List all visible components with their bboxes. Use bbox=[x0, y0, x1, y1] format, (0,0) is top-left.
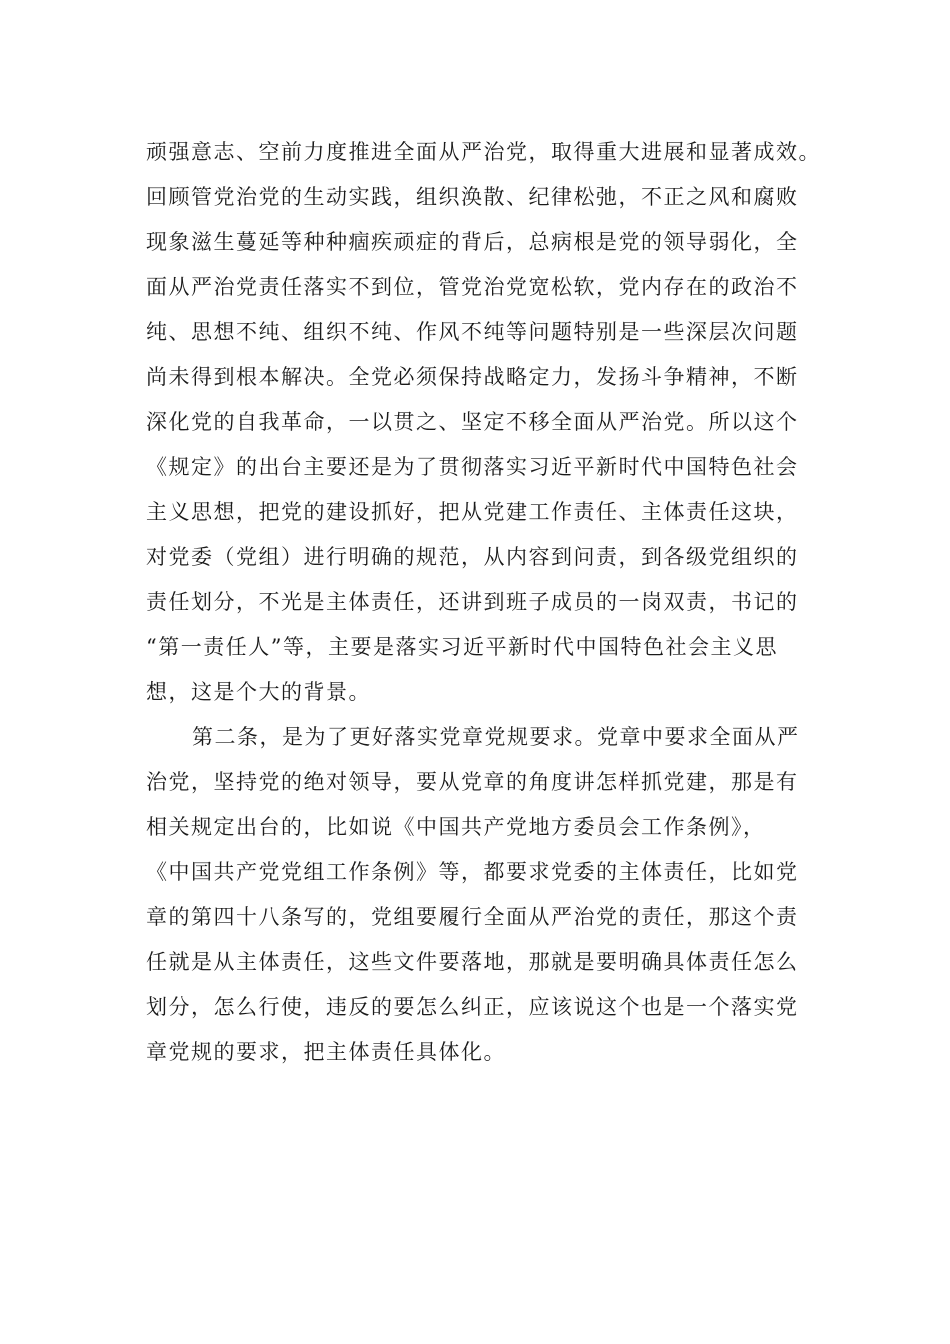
text-line: 责任划分，不光是主体责任，还讲到班子成员的一岗双责，书记的 bbox=[146, 590, 799, 614]
text-line: 《中国共产党党组工作条例》等，都要求党委的主体责任，比如党 bbox=[146, 860, 799, 884]
text-line: 想，这是个大的背景。 bbox=[146, 680, 371, 704]
text-line: 面从严治党责任落实不到位，管党治党宽松软，党内存在的政治不 bbox=[146, 275, 799, 299]
text-line: 现象滋生蔓延等种种痼疾顽症的背后，总病根是党的领导弱化，全 bbox=[146, 230, 799, 254]
text-line: 尚未得到根本解决。全党必须保持战略定力，发扬斗争精神，不断 bbox=[146, 365, 799, 389]
text-line: 治党，坚持党的绝对领导，要从党章的角度讲怎样抓党建，那是有 bbox=[146, 770, 799, 794]
text-line: 划分，怎么行使，违反的要怎么纠正，应该说这个也是一个落实党 bbox=[146, 995, 799, 1019]
text-line: 深化党的自我革命，一以贯之、坚定不移全面从严治党。所以这个 bbox=[146, 410, 799, 434]
text-line: 纯、思想不纯、组织不纯、作风不纯等问题特别是一些深层次问题 bbox=[146, 320, 799, 344]
text-line: 顽强意志、空前力度推进全面从严治党，取得重大进展和显著成效。 bbox=[146, 140, 821, 164]
paragraph-first-line: 第二条，是为了更好落实党章党规要求。党章中要求全面从严 bbox=[192, 725, 800, 749]
text-line: 回顾管党治党的生动实践，组织涣散、纪律松弛，不正之风和腐败 bbox=[146, 185, 799, 209]
text-line: 对党委（党组）进行明确的规范，从内容到问责，到各级党组织的 bbox=[146, 545, 799, 569]
document-body bbox=[146, 130, 821, 1075]
text-line: “第一责任人”等，主要是落实习近平新时代中国特色社会主义思 bbox=[146, 635, 778, 659]
text-line: 章党规的要求，把主体责任具体化。 bbox=[146, 1040, 506, 1064]
text-line: 任就是从主体责任，这些文件要落地，那就是要明确具体责任怎么 bbox=[146, 950, 799, 974]
text-line: 《规定》的出台主要还是为了贯彻落实习近平新时代中国特色社会 bbox=[146, 455, 799, 479]
text-line: 章的第四十八条写的，党组要履行全面从严治党的责任，那这个责 bbox=[146, 905, 799, 929]
text-line: 相关规定出台的，比如说《中国共产党地方委员会工作条例》， bbox=[146, 815, 766, 839]
text-line: 主义思想，把党的建设抓好，把从党建工作责任、主体责任这块， bbox=[146, 500, 799, 524]
